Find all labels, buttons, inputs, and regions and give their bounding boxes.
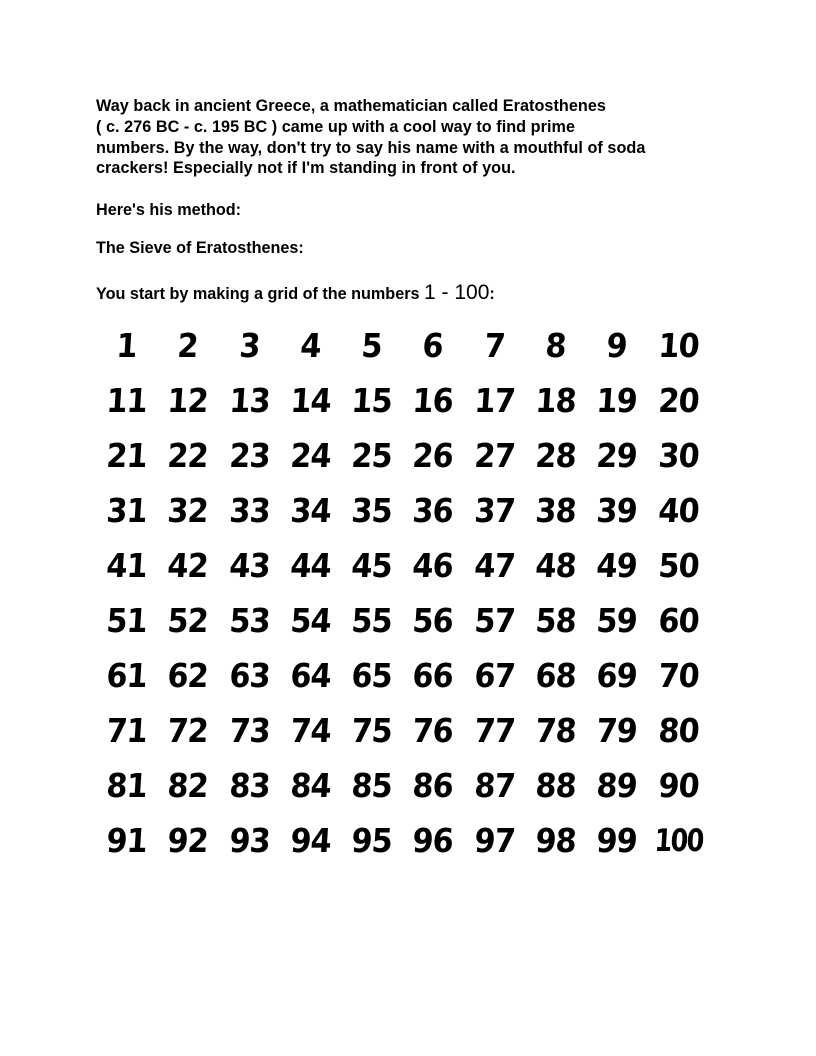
grid-number: 56 [411, 601, 455, 640]
intro-line: crackers! Especially not if I'm standing in front of you. [96, 159, 516, 178]
grid-number: 31 [105, 491, 149, 530]
grid-number: 80 [656, 711, 700, 750]
grid-number: 29 [595, 436, 639, 475]
grid-number: 68 [534, 656, 578, 695]
grid-number: 1 [115, 326, 139, 365]
grid-number: 2 [176, 326, 200, 365]
grid-number: 46 [411, 546, 455, 585]
grid-number: 100 [653, 822, 704, 859]
grid-number: 87 [472, 766, 516, 805]
grid-number: 55 [350, 601, 394, 640]
grid-number: 26 [411, 436, 455, 475]
grid-number: 10 [656, 326, 700, 365]
grid-number: 59 [595, 601, 639, 640]
grid-number: 13 [227, 381, 271, 420]
grid-number: 11 [105, 381, 149, 420]
grid-number: 19 [595, 381, 639, 420]
grid-number: 99 [595, 821, 639, 860]
grid-number: 17 [472, 381, 516, 420]
grid-number: 85 [350, 766, 394, 805]
grid-number: 96 [411, 821, 455, 860]
grid-number: 88 [534, 766, 578, 805]
grid-number: 92 [166, 821, 210, 860]
grid-number: 51 [105, 601, 149, 640]
grid-number: 4 [299, 326, 322, 365]
grid-number: 71 [105, 711, 149, 750]
grid-number: 70 [656, 656, 700, 695]
grid-number: 54 [289, 601, 332, 640]
grid-number: 60 [656, 601, 700, 640]
grid-number: 84 [289, 766, 332, 805]
grid-number: 63 [227, 656, 271, 695]
sieve-heading: The Sieve of Eratosthenes: [96, 239, 304, 257]
grid-number: 47 [472, 546, 516, 585]
grid-number: 25 [350, 436, 394, 475]
grid-number: 78 [534, 711, 578, 750]
grid-number: 53 [227, 601, 271, 640]
grid-number: 93 [227, 821, 271, 860]
grid-number: 50 [656, 546, 700, 585]
grid-number: 76 [411, 711, 455, 750]
grid-number: 21 [105, 436, 149, 475]
grid-number: 37 [472, 491, 516, 530]
grid-number: 73 [227, 711, 271, 750]
grid-number: 22 [166, 436, 210, 475]
grid-number: 48 [534, 546, 578, 585]
grid-number: 62 [166, 656, 210, 695]
grid-number: 58 [534, 601, 578, 640]
grid-number: 6 [421, 326, 445, 365]
grid-number: 32 [166, 491, 210, 530]
start-instruction [96, 281, 495, 305]
grid-number: 5 [360, 326, 384, 365]
grid-number: 65 [350, 656, 394, 695]
grid-number: 40 [656, 491, 700, 530]
grid-number: 94 [289, 821, 332, 860]
grid-number: 33 [227, 491, 271, 530]
grid-number: 23 [227, 436, 271, 475]
grid-number: 49 [595, 546, 639, 585]
grid-number: 66 [411, 656, 455, 695]
grid-number: 67 [472, 656, 516, 695]
grid-number: 35 [350, 491, 394, 530]
grid-number: 42 [166, 546, 210, 585]
grid-number: 61 [105, 656, 149, 695]
grid-number: 16 [411, 381, 455, 420]
grid-number: 91 [105, 821, 149, 860]
grid-number: 27 [472, 436, 516, 475]
grid-number: 97 [472, 821, 516, 860]
grid-number: 75 [350, 711, 394, 750]
grid-number: 15 [350, 381, 394, 420]
grid-number: 79 [595, 711, 639, 750]
grid-number: 57 [472, 601, 516, 640]
grid-number: 44 [289, 546, 332, 585]
intro-paragraph [96, 96, 736, 179]
grid-number: 74 [289, 711, 332, 750]
grid-number: 12 [166, 381, 210, 420]
grid-number: 52 [166, 601, 210, 640]
grid-number: 77 [472, 711, 516, 750]
method-heading: Here's his method: [96, 201, 242, 219]
grid-number: 83 [227, 766, 271, 805]
grid-number: 3 [237, 326, 261, 365]
grid-number: 98 [534, 821, 578, 860]
intro-line: ( c. 276 BC - c. 195 BC ) came up with a cool way to find prime [96, 117, 575, 136]
grid-number: 24 [289, 436, 332, 475]
grid-number: 81 [105, 766, 149, 805]
grid-number: 36 [411, 491, 455, 530]
grid-number: 86 [411, 766, 455, 805]
grid-number: 39 [595, 491, 639, 530]
grid-number: 95 [350, 821, 394, 860]
grid-number: 34 [289, 491, 332, 530]
grid-number: 82 [166, 766, 210, 805]
start-instruction-suffix: : [489, 285, 495, 303]
grid-number: 72 [166, 711, 210, 750]
grid-number: 20 [656, 381, 700, 420]
grid-number: 69 [595, 656, 639, 695]
grid-number: 43 [227, 546, 271, 585]
number-grid [96, 318, 720, 868]
grid-number: 89 [595, 766, 639, 805]
intro-line: numbers. By the way, don't try to say his name with a mouthful of soda [96, 138, 646, 157]
grid-number: 9 [605, 326, 629, 365]
grid-number: 38 [534, 491, 578, 530]
grid-number: 28 [534, 436, 578, 475]
grid-number: 14 [289, 381, 332, 420]
grid-number: 64 [289, 656, 332, 695]
intro-line: Way back in ancient Greece, a mathematician called Eratosthenes [96, 97, 606, 115]
number-range: 1 - 100 [424, 281, 490, 304]
grid-number: 90 [656, 766, 700, 805]
grid-number: 7 [483, 326, 506, 365]
grid-number: 18 [534, 381, 578, 420]
grid-number: 45 [350, 546, 394, 585]
grid-number: 41 [105, 546, 149, 585]
grid-number: 30 [656, 436, 700, 475]
start-instruction-text: You start by making a grid of the numbers [96, 285, 424, 303]
grid-number: 8 [544, 326, 568, 365]
